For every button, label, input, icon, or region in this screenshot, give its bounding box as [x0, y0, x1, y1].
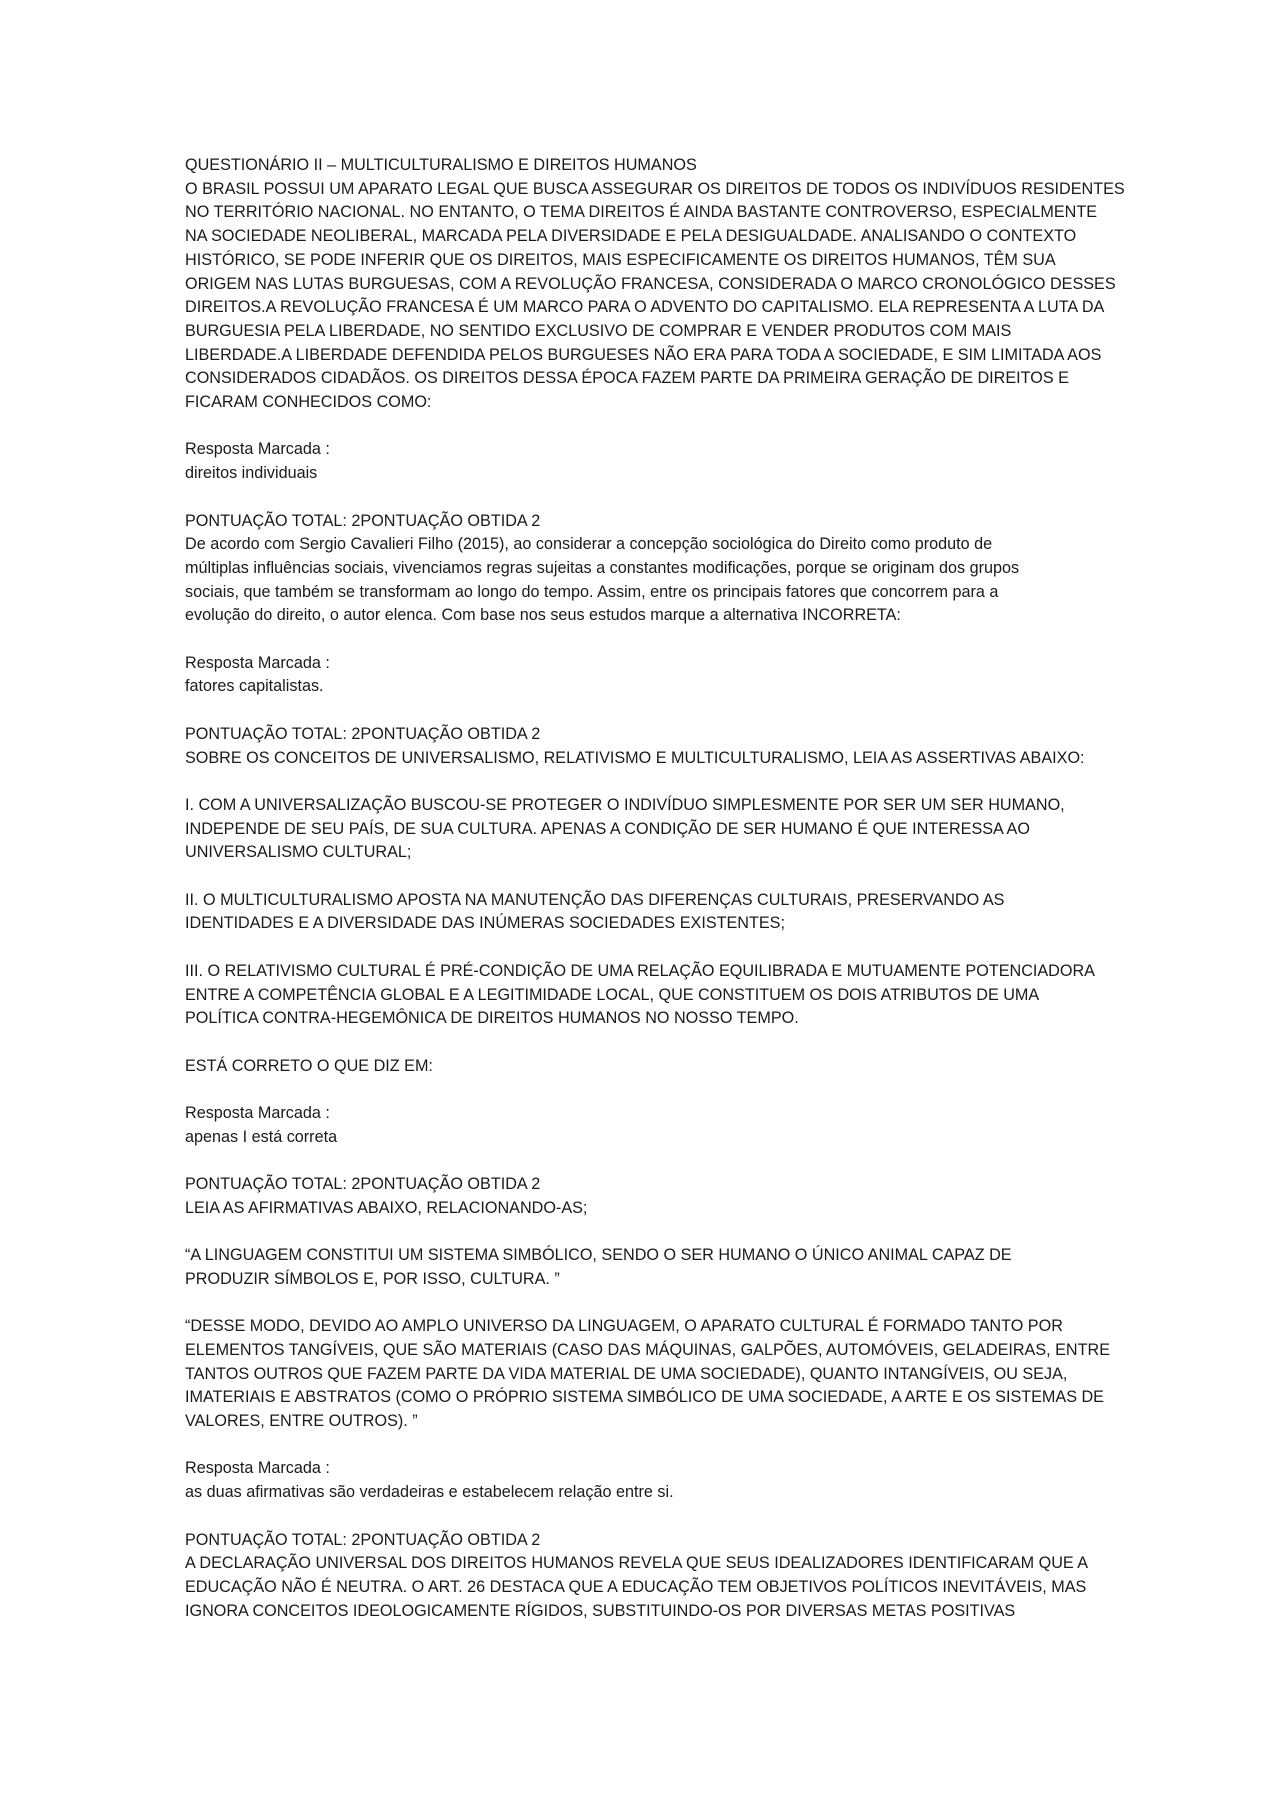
question-5-line: EDUCAÇÃO NÃO É NEUTRA. O ART. 26 DESTACA QUE A EDUCAÇÃO TEM OBJETIVOS POLÍTICOS INEVITÁVEIS, MAS — [185, 1577, 1087, 1596]
marked-answer: fatores capitalistas. — [185, 677, 324, 696]
score-line: PONTUAÇÃO TOTAL: 2PONTUAÇÃO OBTIDA 2 — [185, 1175, 541, 1194]
assertive-2-line: II. O MULTICULTURALISMO APOSTA NA MANUTENÇÃO DAS DIFERENÇAS CULTURAIS, PRESERVANDO AS — [185, 890, 1005, 909]
question-2-line: sociais, que também se transformam ao longo do tempo. Assim, entre os principais fatores que concorrem para a — [185, 582, 999, 601]
document-title: QUESTIONÁRIO II – MULTICULTURALISMO E DIREITOS HUMANOS — [185, 156, 697, 174]
question-3 — [185, 747, 1105, 1197]
spacer — [185, 1078, 1105, 1102]
question-1-line: FICARAM CONHECIDOS COMO: — [185, 393, 432, 412]
quote-2-line: “DESSE MODO, DEVIDO AO AMPLO UNIVERSO DA LINGUAGEM, O APARATO CULTURAL É FORMADO TANTO POR — [185, 1317, 1063, 1336]
question-5-line: A DECLARAÇÃO UNIVERSAL DOS DIREITOS HUMANOS REVELA QUE SEUS IDEALIZADORES IDENTIFICARAM QUE A — [185, 1554, 1089, 1573]
document-page — [185, 154, 1125, 1623]
question-2-line: múltiplas influências sociais, vivenciamos regras sujeitas a constantes modificações, porque se originam dos grupos — [185, 558, 1020, 577]
question-1-line: O BRASIL POSSUI UM APARATO LEGAL QUE BUSCA ASSEGURAR OS DIREITOS DE TODOS OS INDIVÍDUOS RESIDENTES — [185, 179, 1125, 198]
question-1-line: NO TERRITÓRIO NACIONAL. NO ENTANTO, O TEMA DIREITOS É AINDA BASTANTE CONTROVERSO, ESPECIALMENTE — [185, 203, 1098, 222]
question-1-line: BURGUESIA PELA LIBERDADE, NO SENTIDO EXCLUSIVO DE COMPRAR E VENDER PRODUTOS COM MAIS — [185, 321, 1012, 340]
assertive-1-line: I. COM A UNIVERSALIZAÇÃO BUSCOU-SE PROTEGER O INDIVÍDUO SIMPLESMENTE POR SER UM SER HUMANO, — [185, 795, 1065, 814]
assertive-3-line: ENTRE A COMPETÊNCIA GLOBAL E A LEGITIMIDADE LOCAL, QUE CONSTITUEM OS DOIS ATRIBUTOS DE UMA — [185, 985, 1040, 1004]
question-1 — [185, 178, 1125, 534]
question-2 — [185, 533, 1105, 746]
assertive-1-line: INDEPENDE DE SEU PAÍS, DE SUA CULTURA. APENAS A CONDIÇÃO DE SER HUMANO É QUE INTERESSA AO — [185, 819, 1030, 838]
spacer — [185, 1149, 1105, 1173]
marked-answer: apenas I está correta — [185, 1127, 338, 1146]
question-2-line: evolução do direito, o autor elenca. Com base nos seus estudos marque a alternativa INCORRETA: — [185, 606, 901, 625]
spacer — [185, 1505, 1105, 1529]
question-1-line: LIBERDADE.A LIBERDADE DEFENDIDA PELOS BURGUESES NÃO ERA PARA TODA A SOCIEDADE, E SIM LIMITADA AOS — [185, 345, 1102, 364]
answer-label: Resposta Marcada : — [185, 1103, 330, 1122]
quote-1-line: “A LINGUAGEM CONSTITUI UM SISTEMA SIMBÓLICO, SENDO O SER HUMANO O ÚNICO ANIMAL CAPAZ DE — [185, 1246, 1012, 1265]
question-4-intro: LEIA AS AFIRMATIVAS ABAIXO, RELACIONANDO-AS; — [185, 1198, 588, 1217]
answer-label: Resposta Marcada : — [185, 653, 330, 672]
assertive-3-line: POLÍTICA CONTRA-HEGEMÔNICA DE DIREITOS HUMANOS NO NOSSO TEMPO. — [185, 1009, 799, 1028]
assertive-2-line: IDENTIDADES E A DIVERSIDADE DAS INÚMERAS SOCIEDADES EXISTENTES; — [185, 914, 785, 933]
spacer — [185, 1220, 1105, 1244]
question-3-prompt: ESTÁ CORRETO O QUE DIZ EM: — [185, 1056, 433, 1075]
quote-1-line: PRODUZIR SÍMBOLOS E, POR ISSO, CULTURA. ” — [185, 1269, 560, 1288]
spacer — [185, 699, 1105, 723]
assertive-3-line: III. O RELATIVISMO CULTURAL É PRÉ-CONDIÇÃO DE UMA RELAÇÃO EQUILIBRADA E MUTUAMENTE POTENCIADORA — [185, 961, 1095, 980]
question-4 — [185, 1197, 1111, 1552]
question-5-line: IGNORA CONCEITOS IDEOLOGICAMENTE RÍGIDOS, SUBSTITUINDO-OS POR DIVERSAS METAS POSITIVAS — [185, 1601, 1016, 1620]
spacer — [185, 1292, 1105, 1316]
spacer — [185, 865, 1105, 889]
score-line: PONTUAÇÃO TOTAL: 2PONTUAÇÃO OBTIDA 2 — [185, 1530, 541, 1549]
spacer — [185, 628, 1105, 652]
question-1-line: HISTÓRICO, SE PODE INFERIR QUE OS DIREITOS, MAIS ESPECIFICAMENTE OS DIREITOS HUMANOS, TÊM SUA — [185, 250, 1056, 269]
question-1-line: NA SOCIEDADE NEOLIBERAL, MARCADA PELA DIVERSIDADE E PELA DESIGUALDADE. ANALISANDO O CONTEXTO — [185, 227, 1077, 246]
question-1-line: DIREITOS.A REVOLUÇÃO FRANCESA É UM MARCO PARA O ADVENTO DO CAPITALISMO. ELA REPRESENTA A LUTA DA — [185, 298, 1105, 317]
spacer — [185, 936, 1105, 960]
question-3-intro: SOBRE OS CONCEITOS DE UNIVERSALISMO, RELATIVISMO E MULTICULTURALISMO, LEIA AS ASSERTIVAS ABAIXO: — [185, 748, 1085, 767]
spacer — [185, 1434, 1105, 1458]
spacer — [185, 415, 1105, 439]
marked-answer: as duas afirmativas são verdadeiras e estabelecem relação entre si. — [185, 1483, 674, 1502]
score-line: PONTUAÇÃO TOTAL: 2PONTUAÇÃO OBTIDA 2 — [185, 724, 541, 743]
answer-label: Resposta Marcada : — [185, 440, 330, 459]
spacer — [185, 770, 1105, 794]
quote-2-line: ELEMENTOS TANGÍVEIS, QUE SÃO MATERIAIS (CASO DAS MÁQUINAS, GALPÕES, AUTOMÓVEIS, GELADEIRAS, ENTRE — [185, 1340, 1111, 1359]
spacer — [185, 1031, 1105, 1055]
quote-2-line: IMATERIAIS E ABSTRATOS (COMO O PRÓPRIO SISTEMA SIMBÓLICO DE UMA SOCIEDADE, A ARTE E OS SISTEMAS DE — [185, 1388, 1104, 1407]
question-1-line: ORIGEM NAS LUTAS BURGUESAS, COM A REVOLUÇÃO FRANCESA, CONSIDERADA O MARCO CRONOLÓGICO DESSES — [185, 274, 1116, 293]
answer-label: Resposta Marcada : — [185, 1459, 330, 1478]
quote-2-line: TANTOS OUTROS QUE FAZEM PARTE DA VIDA MATERIAL DE UMA SOCIEDADE), QUANTO INTANGÍVEIS, OU SEJA, — [185, 1364, 1068, 1383]
question-1-line: CONSIDERADOS CIDADÃOS. OS DIREITOS DESSA ÉPOCA FAZEM PARTE DA PRIMEIRA GERAÇÃO DE DIREITOS E — [185, 369, 1069, 388]
quote-2-line: VALORES, ENTRE OUTROS). ” — [185, 1412, 418, 1431]
question-2-line: De acordo com Sergio Cavalieri Filho (2015), ao considerar a concepção sociológica do Direito como produto de — [185, 535, 993, 554]
assertive-1-line: UNIVERSALISMO CULTURAL; — [185, 843, 412, 862]
score-line: PONTUAÇÃO TOTAL: 2PONTUAÇÃO OBTIDA 2 — [185, 511, 541, 530]
marked-answer: direitos individuais — [185, 464, 318, 483]
spacer — [185, 486, 1105, 510]
question-5 — [185, 1552, 1105, 1623]
